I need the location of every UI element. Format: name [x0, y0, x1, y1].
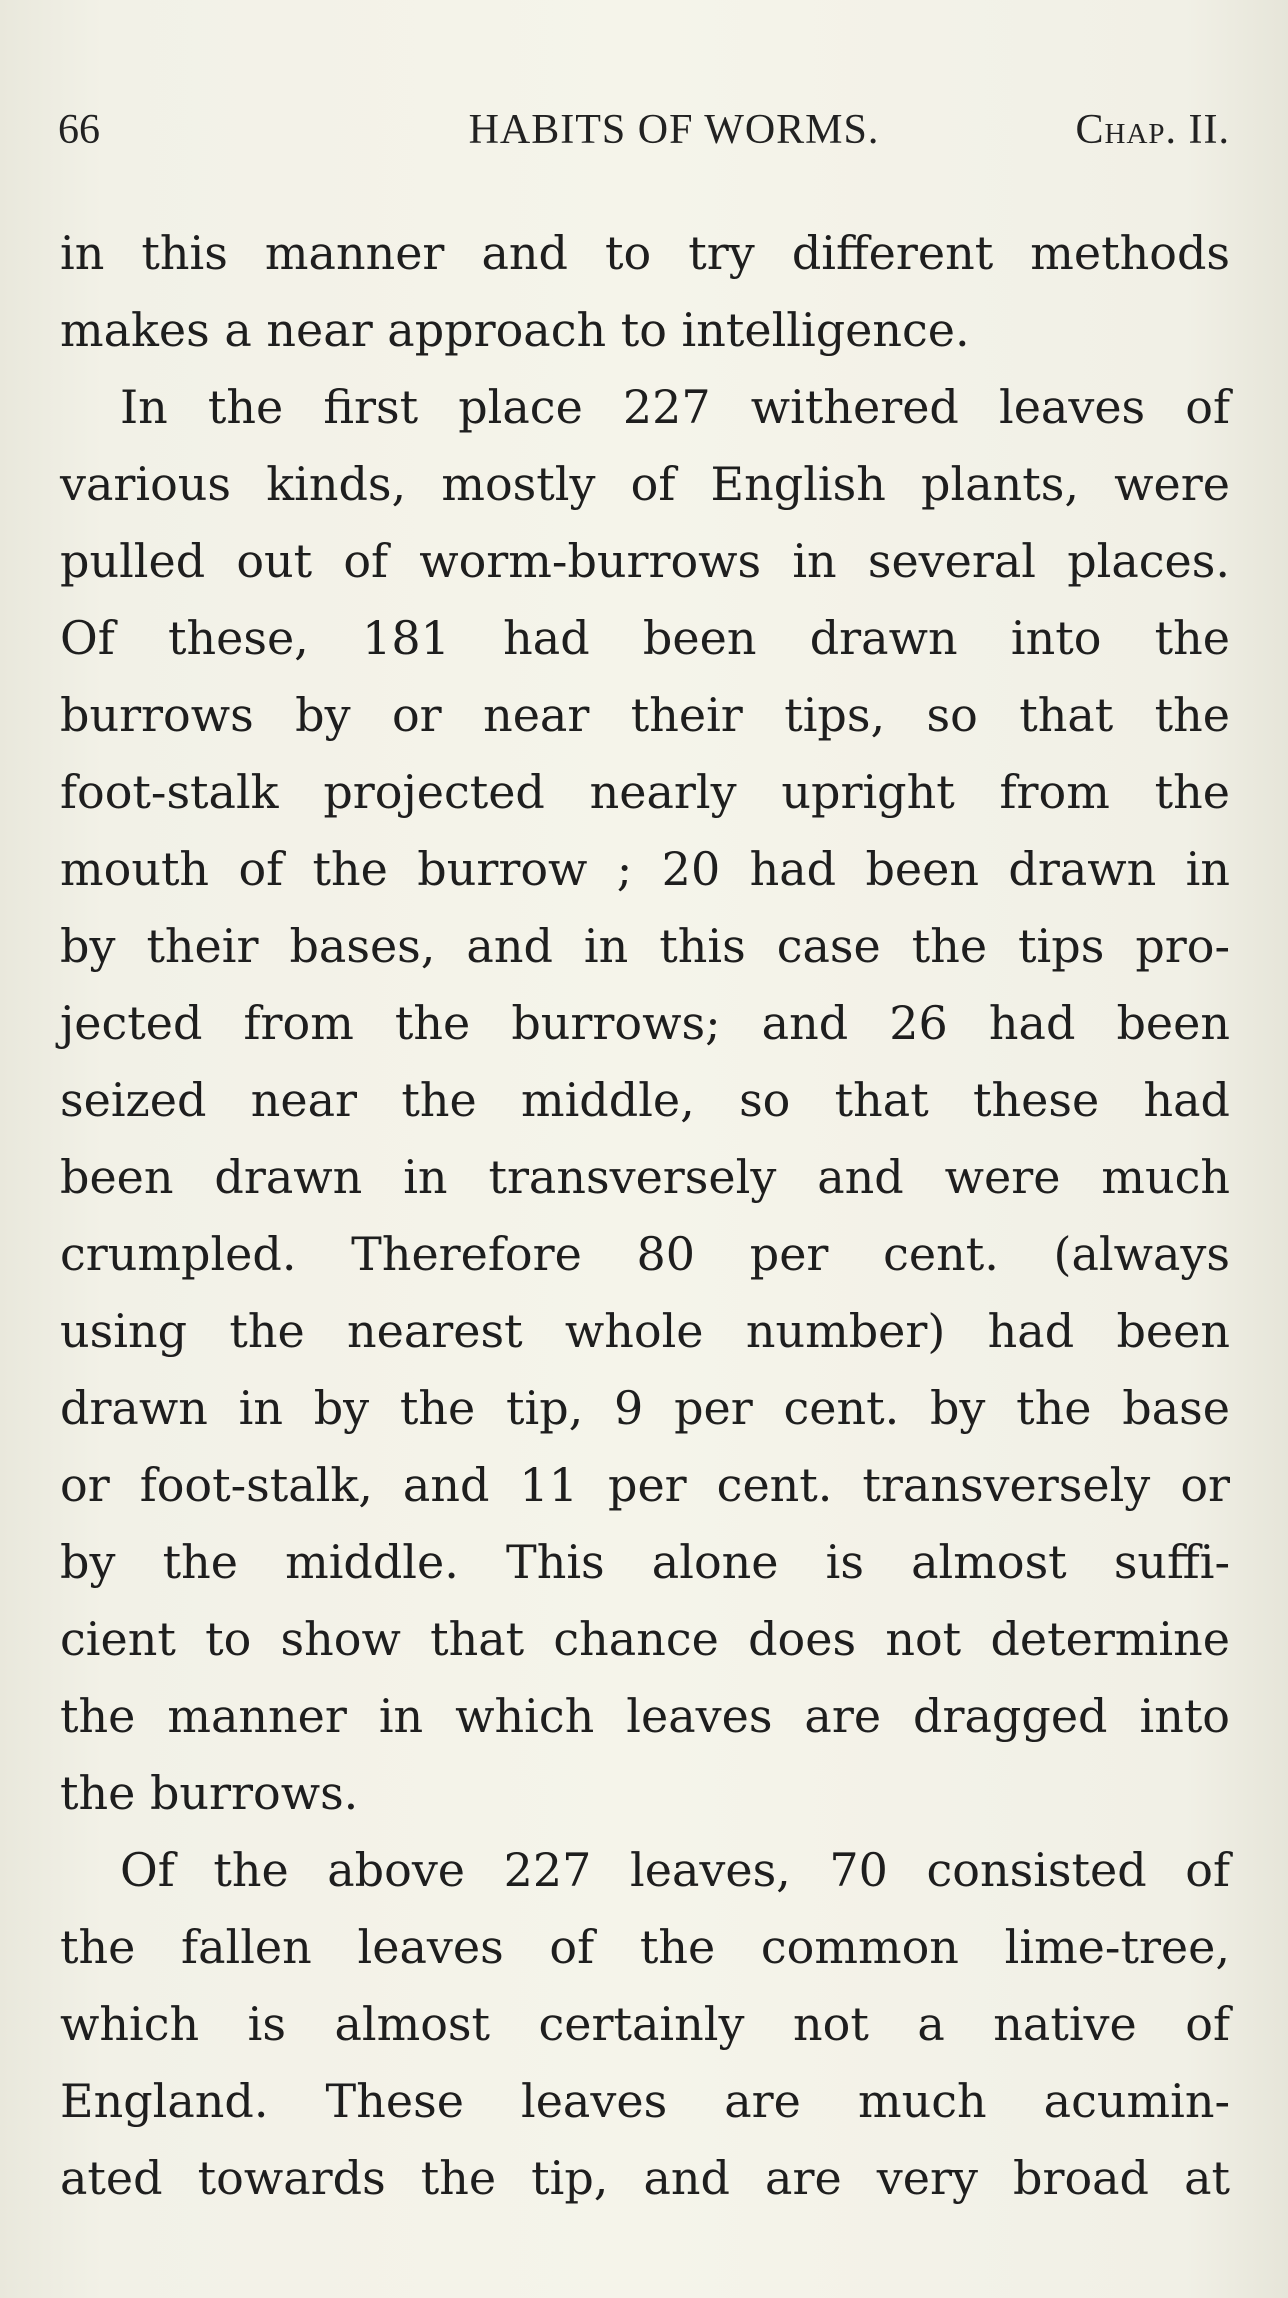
text-line: England. These leaves are much acumin-	[60, 2074, 1230, 2128]
text-line: or foot-stalk, and 11 per cent. transversely or	[60, 1458, 1230, 1512]
text-line: the burrows.	[60, 1766, 359, 1820]
text-line: Of these, 181 had been drawn into the	[60, 611, 1230, 665]
page-number: 66	[58, 107, 100, 153]
running-title: HABITS OF WORMS.	[468, 107, 880, 153]
chapter-label: Chap. II.	[1075, 107, 1230, 153]
text-line: drawn in by the tip, 9 per cent. by the base	[60, 1381, 1230, 1435]
text-line: by their bases, and in this case the tips pro-	[60, 919, 1230, 973]
text-line: jected from the burrows; and 26 had been	[60, 996, 1230, 1050]
running-head	[58, 100, 1230, 160]
text-line: Of the above 227 leaves, 70 consisted of	[120, 1843, 1230, 1897]
text-line: cient to show that chance does not determine	[60, 1612, 1230, 1666]
text-line: pulled out of worm-burrows in several places.	[60, 534, 1230, 588]
text-line: mouth of the burrow ; 20 had been drawn in	[60, 842, 1230, 896]
text-line: foot-stalk projected nearly upright from the	[60, 765, 1230, 819]
text-line: makes a near approach to intelligence.	[60, 303, 970, 357]
text-line: which is almost certainly not a native of	[60, 1997, 1230, 2051]
text-line: various kinds, mostly of English plants, were	[60, 457, 1230, 511]
paragraph	[60, 215, 1230, 369]
text-line: ated towards the tip, and are very broad at	[60, 2151, 1230, 2205]
text-line: In the first place 227 withered leaves of	[120, 380, 1230, 434]
text-line: the manner in which leaves are dragged into	[60, 1689, 1230, 1743]
text-line: using the nearest whole number) had been	[60, 1304, 1230, 1358]
paragraph	[60, 369, 1230, 1832]
text-line: been drawn in transversely and were much	[60, 1150, 1230, 1204]
text-line: in this manner and to try different methods	[60, 226, 1230, 280]
text-line: the fallen leaves of the common lime-tree,	[60, 1920, 1230, 1974]
text-line: by the middle. This alone is almost suffi-	[60, 1535, 1230, 1589]
body-text	[60, 215, 1230, 2217]
paragraph	[60, 1832, 1230, 2217]
text-line: burrows by or near their tips, so that the	[60, 688, 1230, 742]
text-line: crumpled. Therefore 80 per cent. (always	[60, 1227, 1230, 1281]
text-line: seized near the middle, so that these had	[60, 1073, 1230, 1127]
